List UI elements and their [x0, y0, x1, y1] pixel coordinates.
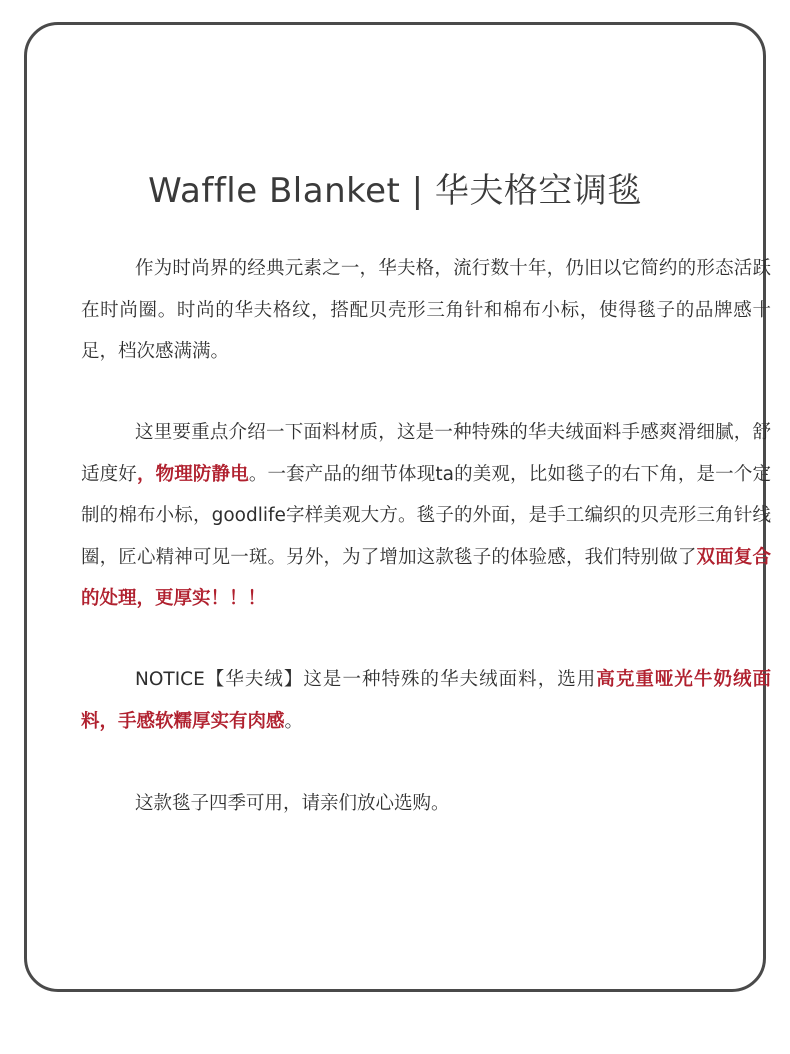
page-title: Waffle Blanket | 华夫格空调毯	[148, 171, 642, 211]
highlight-milk-velvet: 高克重哑光牛奶绒面料，手感软糯厚实有肉感	[81, 669, 771, 732]
paragraph-material	[81, 412, 771, 620]
paragraph-intro: 作为时尚界的经典元素之一，华夫格，流行数十年，仍旧以它简约的形态活跃在时尚圈。时尚的华夫格纹，搭配贝壳形三角针和棉布小标，使得毯子的品牌感十足，档次感满满。	[81, 258, 771, 362]
content-card	[24, 22, 771, 992]
paragraph-notice-text-1: NOTICE【华夫绒】这是一种特殊的华夫绒面料，选用	[135, 669, 597, 690]
paragraph-material-text-1: 这里要重点介绍一下面料材质，这是一种特殊的华夫绒面料手感爽滑细腻，舒适度好	[81, 422, 771, 485]
paragraph-material-text-2: 。一套产品的细节体现ta的美观，比如毯子的右下角，是一个定制的棉布小标，goodlife字样美观大方。毯子的外面，是手工编织的贝壳形三角针线圈，匠心精神可见一斑。另外，为了增加这款毯子的体验感，我们特别做了	[81, 463, 771, 568]
paragraph-notice-text-2: 。	[284, 710, 304, 732]
highlight-antistatic: ，物理防静电	[136, 463, 249, 485]
paragraph-notice	[81, 659, 771, 742]
paragraph-seasons: 这款毯子四季可用，请亲们放心选购。	[135, 793, 450, 814]
highlight-double-sided: 双面复合的处理，更厚实！！！	[81, 546, 771, 609]
